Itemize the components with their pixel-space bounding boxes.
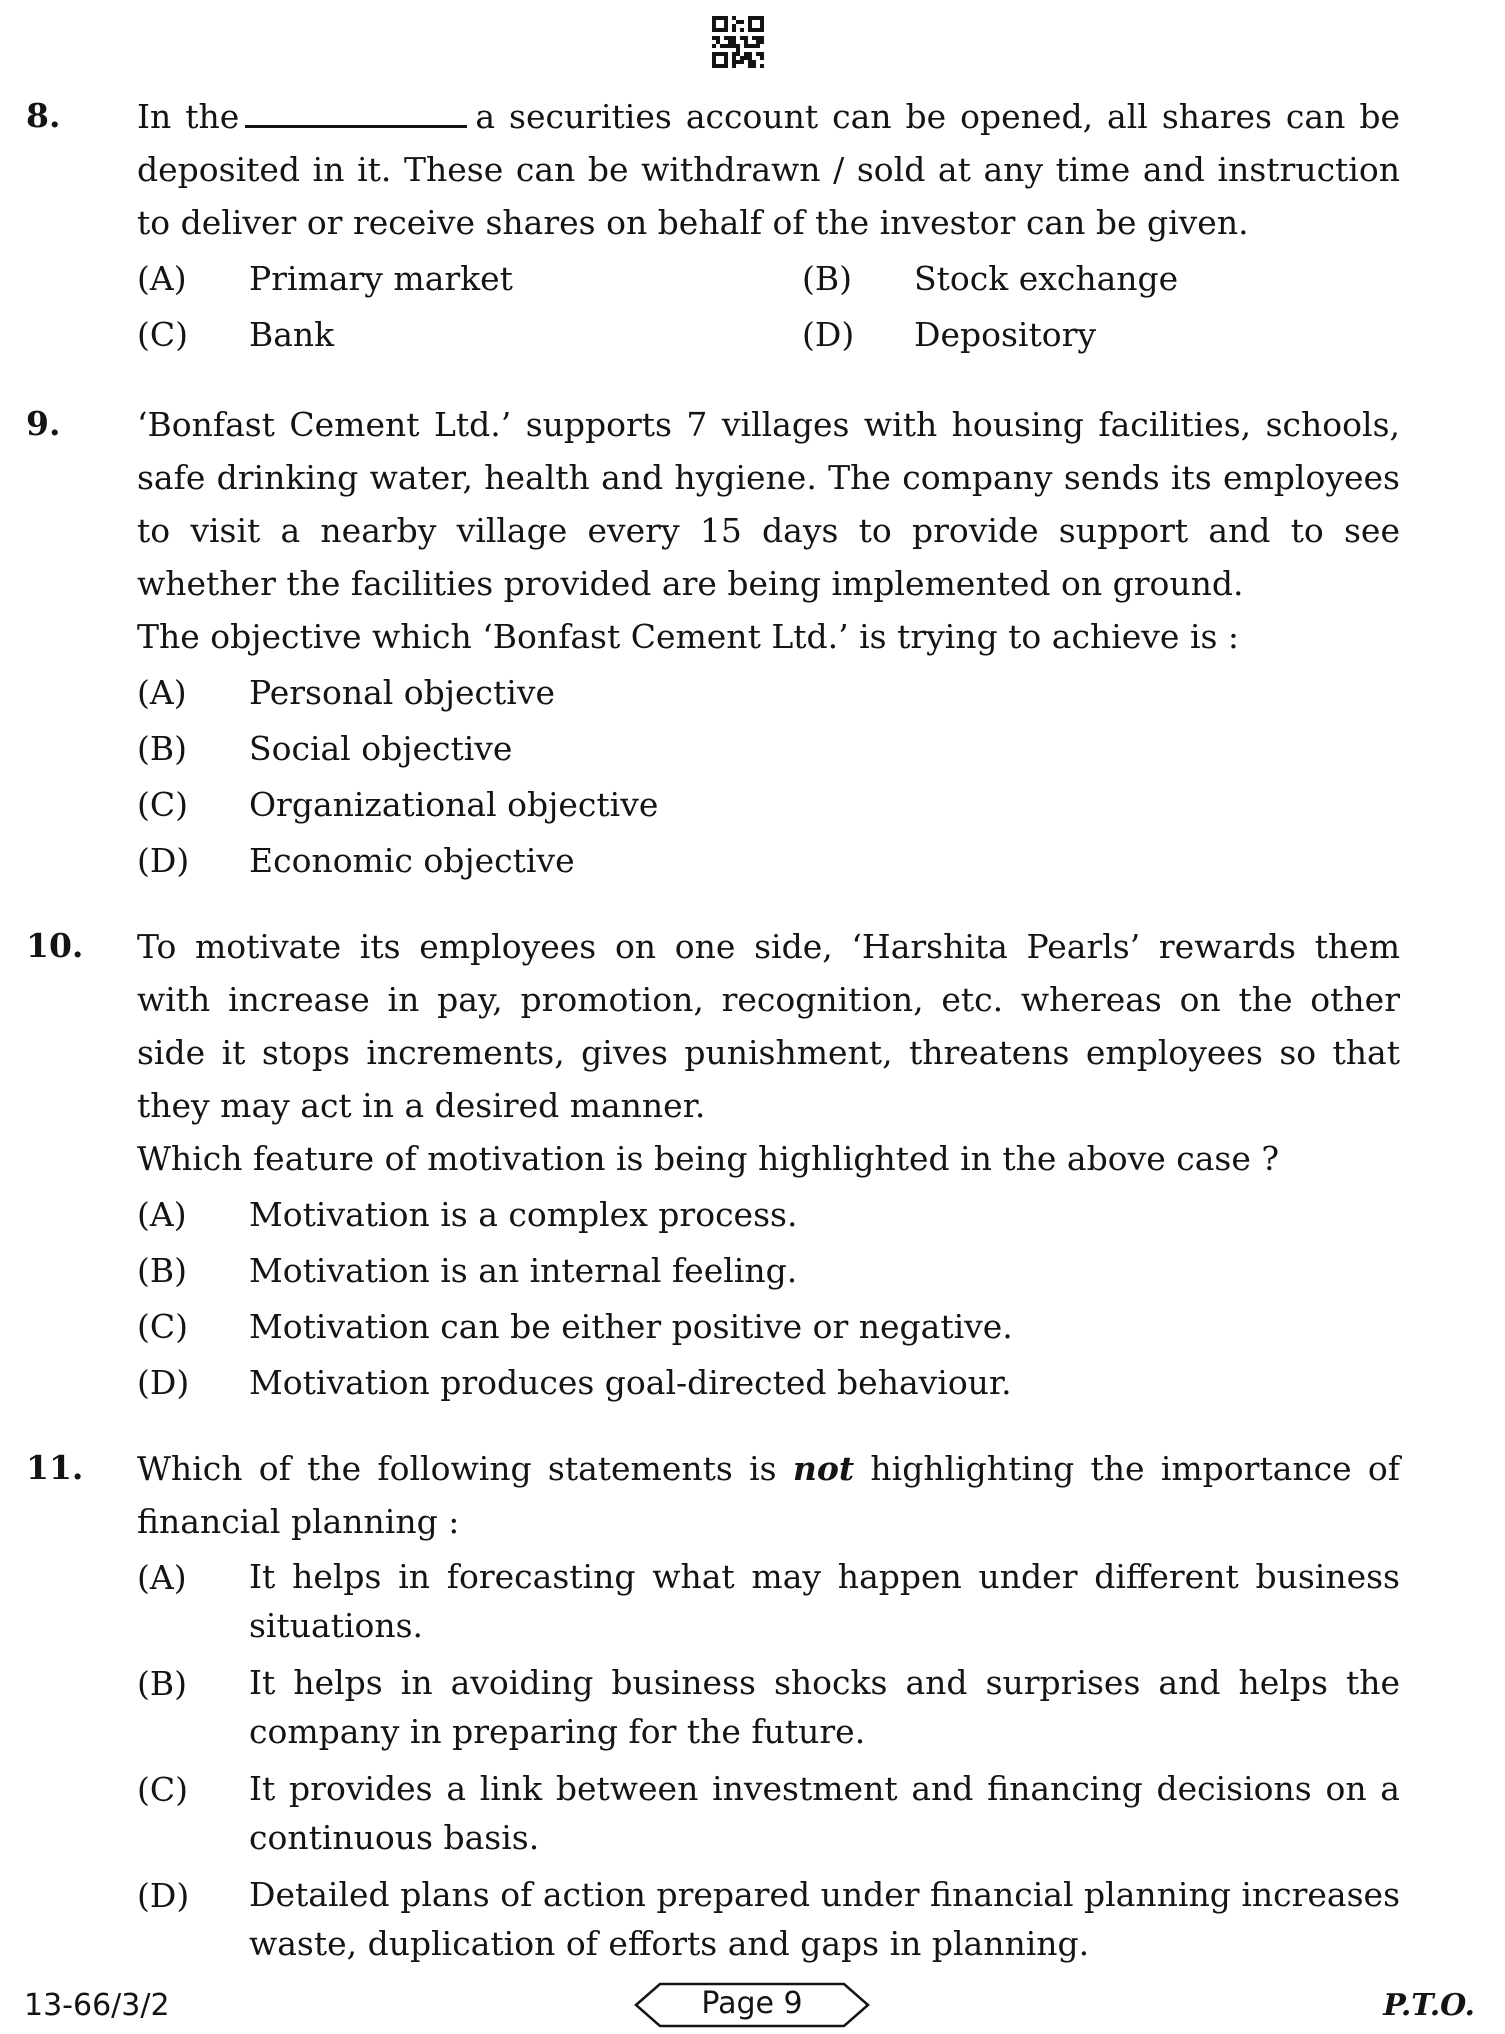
option-text: Motivation can be either positive or negative. [249, 1307, 1013, 1346]
question-9 [26, 398, 1400, 891]
option-a [137, 1189, 1400, 1241]
option-text: Motivation produces goal-directed behaviour. [249, 1363, 1012, 1402]
option-text: It helps in forecasting what may happen under different business situations. [249, 1557, 1400, 1645]
option-label: (C) [137, 315, 188, 354]
option-text: Motivation is a complex process. [249, 1195, 798, 1234]
option-c [137, 1301, 1400, 1353]
option-text: Stock exchange [914, 259, 1179, 298]
option-label: (D) [137, 1876, 190, 1915]
question-8 [26, 90, 1400, 361]
question-stem [137, 920, 1400, 1185]
options-list [137, 667, 1400, 887]
option-b [137, 1245, 1400, 1297]
option-text: Economic objective [249, 841, 575, 880]
option-a [137, 253, 802, 305]
option-c [137, 309, 802, 361]
option-label: (B) [137, 1664, 187, 1703]
stem-text: To motivate its employees on one side, ‘Harshita Pearls’ rewards them with increase in pay, promotion, recognition, etc. whereas on the other side it stops increments, gives punishment, threatens employees so that they may act in a desired manner. [137, 927, 1400, 1125]
question-number: 11. [26, 1448, 84, 1487]
option-c [137, 1764, 1400, 1862]
question-stem [137, 398, 1400, 663]
paper-code: 13-66/3/2 [24, 1988, 170, 2023]
option-label: (D) [802, 315, 855, 354]
stem-prompt: Which feature of motivation is being highlighted in the above case ? [137, 1139, 1280, 1178]
stem-emphasis: not [792, 1449, 855, 1488]
option-text: Bank [249, 315, 335, 354]
option-d [802, 309, 1462, 361]
question-number: 9. [26, 404, 61, 443]
options-list [137, 1552, 1400, 1968]
options-grid [137, 253, 1400, 361]
option-text: It helps in avoiding business shocks and surprises and helps the company in preparing for the future. [249, 1663, 1400, 1751]
option-d [137, 1870, 1400, 1968]
fill-in-blank [245, 91, 467, 128]
option-label: (D) [137, 841, 190, 880]
page-number-badge [632, 1982, 872, 2028]
option-label: (B) [137, 729, 187, 768]
option-text: Primary market [249, 259, 513, 298]
option-b [802, 253, 1462, 305]
stem-text: a securities account can be opened, all shares can be deposited in it. These can be withdrawn / sold at any time and instruction to deliver or receive shares on behalf of the investor can be given. [137, 97, 1400, 242]
option-label: (B) [802, 259, 852, 298]
option-text: Social objective [249, 729, 513, 768]
question-stem [137, 1442, 1400, 1548]
stem-text: ‘Bonfast Cement Ltd.’ supports 7 villages with housing facilities, schools, safe drinking water, health and hygiene. The company sends its employees to visit a nearby village every 15 days to provide support and to see whether the facilities provided are being implemented on ground. [137, 405, 1400, 603]
option-text: Detailed plans of action prepared under financial planning increases waste, duplication of efforts and gaps in planning. [249, 1875, 1400, 1963]
option-text: Depository [914, 315, 1097, 354]
option-a [137, 1552, 1400, 1650]
question-11 [26, 1442, 1400, 1976]
option-text: Organizational objective [249, 785, 659, 824]
option-label: (A) [137, 1195, 187, 1234]
option-label: (A) [137, 1558, 187, 1597]
option-label: (D) [137, 1363, 190, 1402]
option-text: Personal objective [249, 673, 556, 712]
stem-prompt: The objective which ‘Bonfast Cement Ltd.’ is trying to achieve is : [137, 617, 1240, 656]
page-number: Page 9 [701, 1986, 803, 2021]
question-stem [137, 90, 1400, 249]
question-10 [26, 920, 1400, 1413]
option-c [137, 779, 1400, 831]
qr-code-icon [712, 16, 764, 68]
pto-label: P.T.O. [1383, 1988, 1475, 2023]
option-d [137, 835, 1400, 887]
option-label: (C) [137, 1307, 188, 1346]
option-text: It provides a link between investment and financing decisions on a continuous basis. [249, 1769, 1400, 1857]
stem-text: In the [137, 97, 240, 136]
option-a [137, 667, 1400, 719]
page-footer [0, 1982, 1505, 2030]
option-b [137, 723, 1400, 775]
stem-text: highlighting the importance of financial planning : [137, 1449, 1400, 1541]
option-text: Motivation is an internal feeling. [249, 1251, 798, 1290]
question-number: 8. [26, 96, 61, 135]
options-list [137, 1189, 1400, 1409]
question-number: 10. [26, 926, 84, 965]
option-label: (A) [137, 259, 187, 298]
option-label: (B) [137, 1251, 187, 1290]
stem-text: Which of the following statements is [137, 1449, 777, 1488]
option-b [137, 1658, 1400, 1756]
option-label: (A) [137, 673, 187, 712]
option-label: (C) [137, 785, 188, 824]
option-d [137, 1357, 1400, 1409]
option-label: (C) [137, 1770, 188, 1809]
